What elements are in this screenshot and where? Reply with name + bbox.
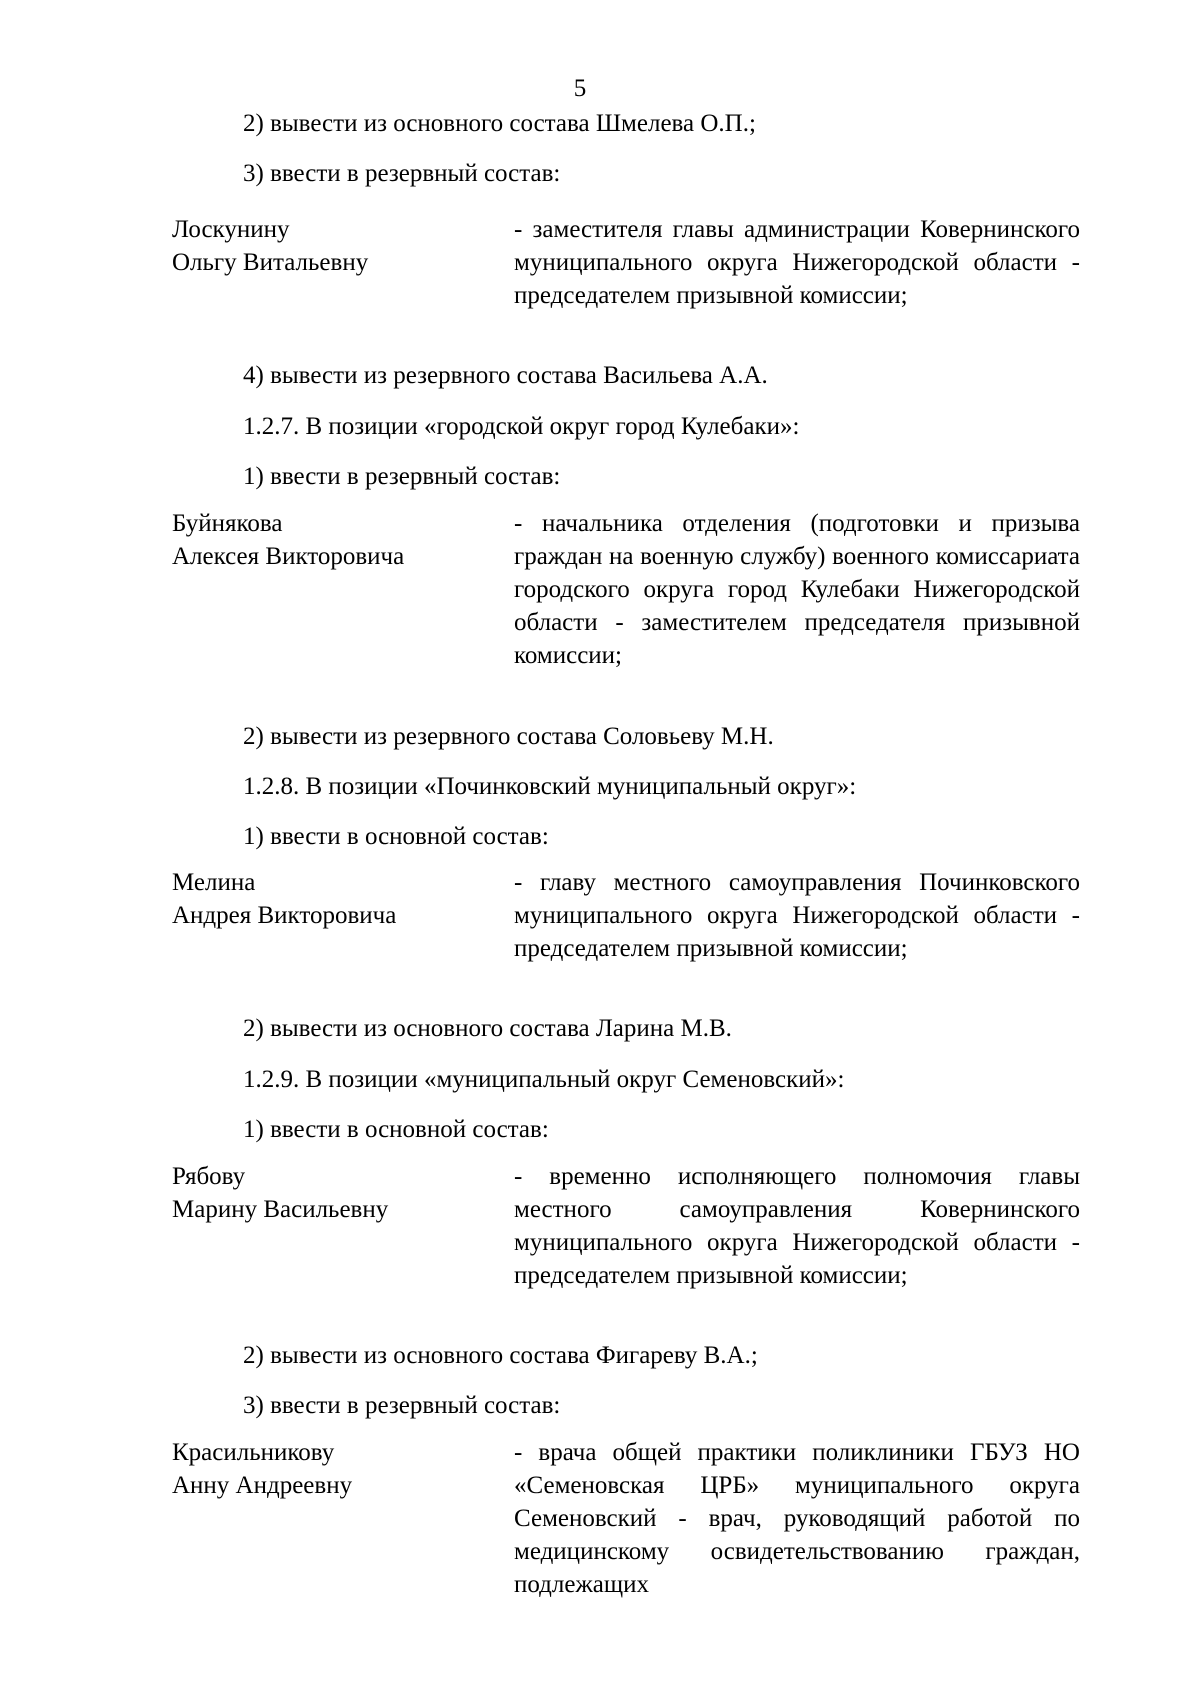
paragraph: 4) вывести из резервного состава Васильева А.А. bbox=[243, 362, 768, 389]
person-name bbox=[172, 507, 502, 573]
paragraph: 1) ввести в основной состав: bbox=[243, 823, 549, 850]
person-position: - главу местного самоуправления Починковского муниципального округа Нижегородской области - председателем призывной комиссии; bbox=[514, 869, 1080, 962]
person-surname: Буйнякова bbox=[172, 510, 283, 537]
person-name bbox=[172, 1160, 502, 1226]
paragraph: 3) ввести в резервный состав: bbox=[243, 1392, 561, 1419]
page-number: 5 bbox=[573, 75, 587, 102]
person-given-names: Анну Андреевну bbox=[172, 1472, 353, 1499]
person-position: - врача общей практики поликлиники ГБУЗ НО «Семеновская ЦРБ» муниципального округа Семеновский - врач, руководящий работой по медицинскому освидетельствованию граждан, подлежащих bbox=[514, 1439, 1080, 1598]
person-name bbox=[172, 866, 502, 932]
person-given-names: Андрея Викторовича bbox=[172, 902, 397, 929]
person-given-names: Алексея Викторовича bbox=[172, 543, 405, 570]
paragraph: 2) вывести из основного состава Фигареву В.А.; bbox=[243, 1342, 758, 1369]
paragraph: 1) ввести в основной состав: bbox=[243, 1116, 549, 1143]
person-surname: Мелина bbox=[172, 869, 256, 896]
paragraph: 1.2.9. В позиции «муниципальный округ Семеновский»: bbox=[243, 1066, 845, 1093]
person-name bbox=[172, 213, 502, 279]
paragraph: 1.2.7. В позиции «городской округ город Кулебаки»: bbox=[243, 413, 800, 440]
person-position: - заместителя главы администрации Ковернинского муниципального округа Нижегородской области - председателем призывной комиссии; bbox=[514, 216, 1080, 309]
paragraph: 2) вывести из основного состава Шмелева О.П.; bbox=[243, 110, 756, 137]
person-position: - начальника отделения (подготовки и призыва граждан на военную службу) военного комиссариата городского округа город Кулебаки Нижегородской области - заместителем председателя призывной комиссии; bbox=[514, 510, 1080, 669]
paragraph: 3) ввести в резервный состав: bbox=[243, 160, 561, 187]
paragraph: 2) вывести из основного состава Ларина М.В. bbox=[243, 1015, 732, 1042]
person-surname: Лоскунину bbox=[172, 216, 290, 243]
person-surname: Рябову bbox=[172, 1163, 246, 1190]
paragraph: 1.2.8. В позиции «Починковский муниципальный округ»: bbox=[243, 773, 857, 800]
paragraph: 1) ввести в резервный состав: bbox=[243, 463, 561, 490]
person-surname: Красильникову bbox=[172, 1439, 335, 1466]
person-given-names: Ольгу Витальевну bbox=[172, 249, 369, 276]
person-name bbox=[172, 1436, 502, 1502]
paragraph: 2) вывести из резервного состава Соловьеву М.Н. bbox=[243, 723, 774, 750]
person-position: - временно исполняющего полномочия главы местного самоуправления Ковернинского муниципального округа Нижегородской области - председателем призывной комиссии; bbox=[514, 1163, 1080, 1289]
person-given-names: Марину Васильевну bbox=[172, 1196, 389, 1223]
